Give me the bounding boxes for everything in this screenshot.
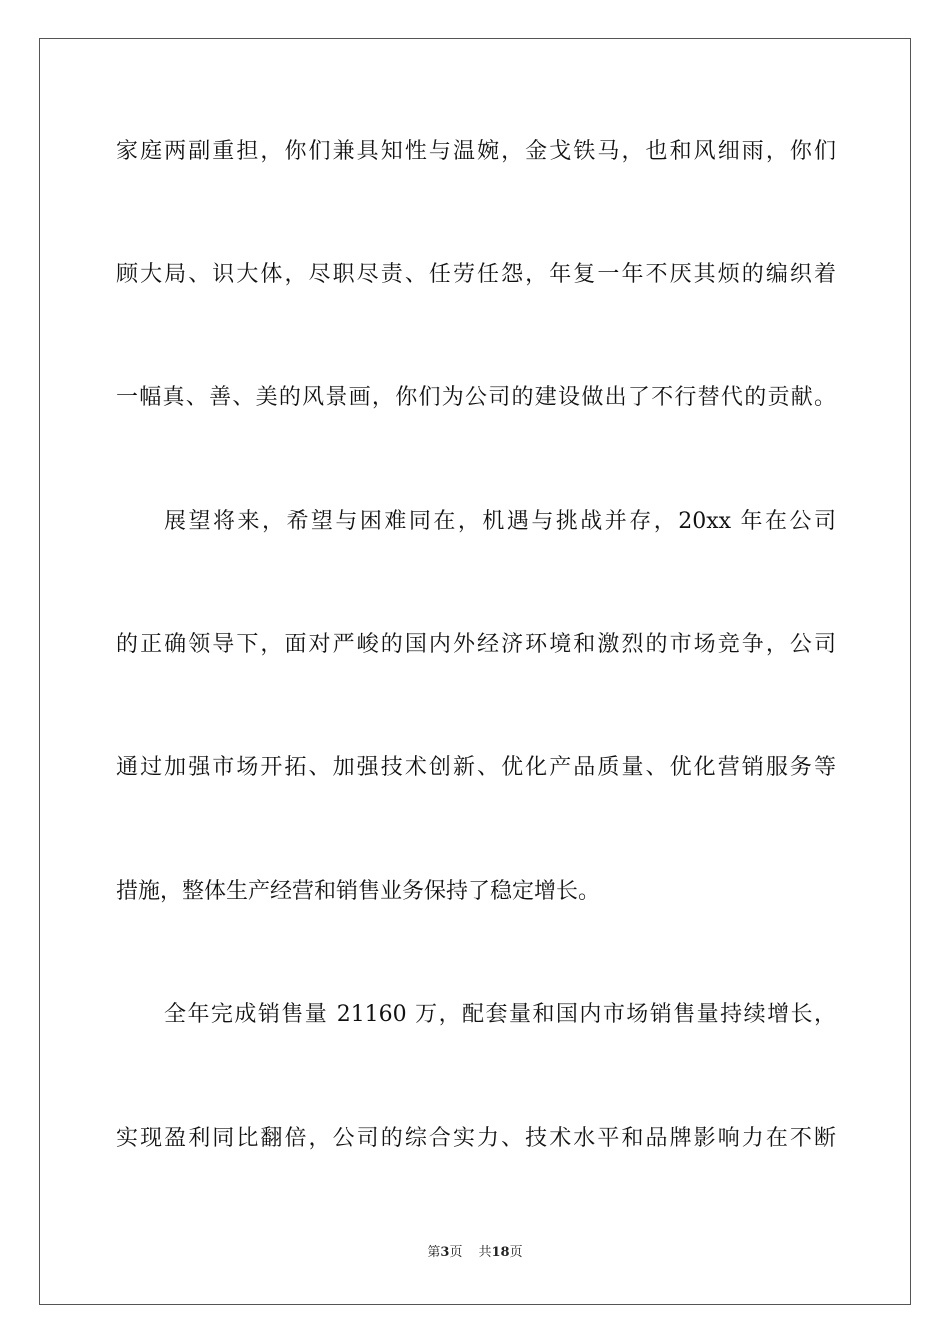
- page-footer: [0, 1244, 950, 1262]
- paragraph-line: 措施，整体生产经营和销售业务保持了稳定增长。: [116, 879, 601, 904]
- page-number: 3: [440, 1245, 450, 1260]
- page-number-suffix: 页: [449, 1245, 463, 1260]
- paragraph-line: 全年完成销售量 21160 万，配套量和国内市场销售量持续增长，: [164, 1002, 836, 1027]
- page-border: [39, 38, 911, 1305]
- total-pages: 18: [491, 1245, 510, 1260]
- paragraph-line: 通过加强市场开拓、加强技术创新、优化产品质量、优化营销服务等: [116, 755, 836, 780]
- paragraph-line: 实现盈利同比翻倍，公司的综合实力、技术水平和品牌影响力在不断: [116, 1126, 836, 1151]
- total-pages-prefix: 共: [478, 1245, 492, 1260]
- paragraph-line: 顾大局、识大体，尽职尽责、任劳任怨，年复一年不厌其烦的编织着: [116, 262, 836, 287]
- paragraph-line: 一幅真、善、美的风景画，你们为公司的建设做出了不行替代的贡献。: [116, 385, 836, 410]
- paragraph-line: 展望将来，希望与困难同在，机遇与挑战并存，20xx 年在公司: [164, 509, 836, 534]
- total-pages-suffix: 页: [509, 1245, 523, 1260]
- paragraph-line: 的正确领导下，面对严峻的国内外经济环境和激烈的市场竞争，公司: [116, 632, 836, 657]
- paragraph-line: 家庭两副重担，你们兼具知性与温婉，金戈铁马，也和风细雨，你们: [116, 139, 836, 164]
- page-number-prefix: 第: [427, 1245, 441, 1260]
